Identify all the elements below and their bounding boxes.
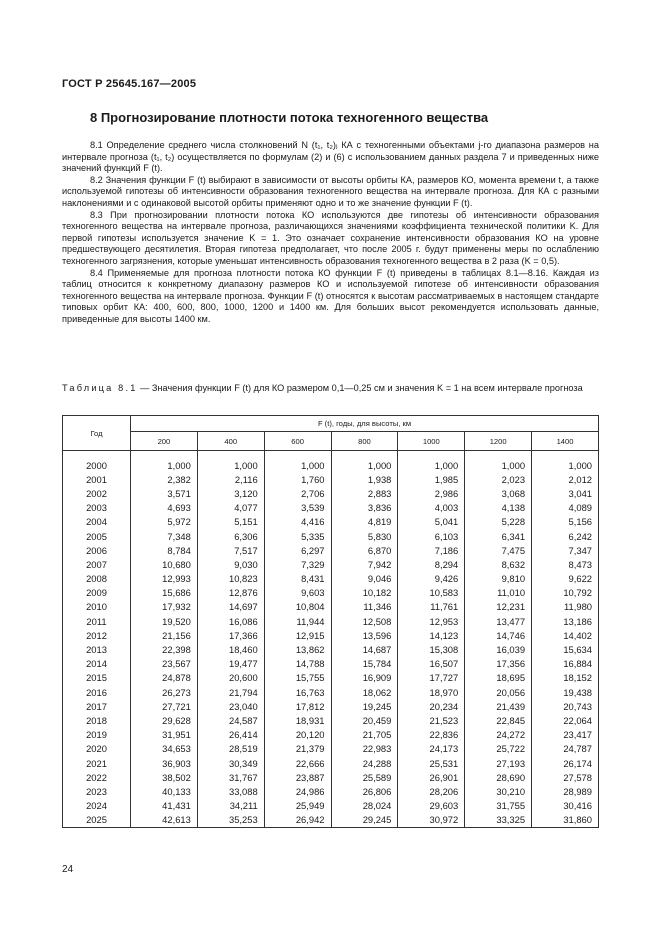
table-row — [63, 586, 599, 600]
year-cell: 2000 — [63, 458, 131, 472]
document-header: ГОСТ Р 25645.167—2005 — [62, 78, 197, 90]
year-cell: 2014 — [63, 657, 131, 671]
value-cell: 16,763 — [264, 685, 331, 699]
value-cell: 6,870 — [331, 543, 398, 557]
year-cell: 2009 — [63, 586, 131, 600]
value-cell: 7,186 — [398, 543, 465, 557]
value-cell: 1,000 — [197, 458, 264, 472]
year-cell: 2001 — [63, 472, 131, 486]
table-row — [63, 742, 599, 756]
value-cell: 31,767 — [197, 770, 264, 784]
year-cell: 2008 — [63, 572, 131, 586]
value-cell: 22,064 — [532, 713, 599, 727]
value-cell: 21,379 — [264, 742, 331, 756]
value-cell: 31,860 — [532, 813, 599, 828]
value-cell: 28,024 — [331, 799, 398, 813]
year-cell: 2012 — [63, 628, 131, 642]
year-cell: 2004 — [63, 515, 131, 529]
value-cell: 4,089 — [532, 501, 599, 515]
value-cell: 8,294 — [398, 557, 465, 571]
value-cell: 20,743 — [532, 699, 599, 713]
height-header: 200 — [131, 432, 198, 451]
value-cell: 1,938 — [331, 472, 398, 486]
value-cell: 17,812 — [264, 699, 331, 713]
value-cell: 21,794 — [197, 685, 264, 699]
table-row — [63, 685, 599, 699]
value-cell: 4,077 — [197, 501, 264, 515]
value-cell: 14,746 — [465, 628, 532, 642]
value-cell: 26,414 — [197, 728, 264, 742]
value-cell: 12,915 — [264, 628, 331, 642]
value-cell: 14,697 — [197, 600, 264, 614]
value-cell: 25,949 — [264, 799, 331, 813]
value-cell: 13,186 — [532, 614, 599, 628]
value-cell: 4,003 — [398, 501, 465, 515]
value-cell: 30,972 — [398, 813, 465, 828]
table-row — [63, 770, 599, 784]
value-cell: 34,211 — [197, 799, 264, 813]
table-row — [63, 756, 599, 770]
group-header: F (t), годы, для высоты, км — [131, 416, 599, 432]
year-cell: 2002 — [63, 486, 131, 500]
value-cell: 10,182 — [331, 586, 398, 600]
value-cell: 12,953 — [398, 614, 465, 628]
value-cell: 8,431 — [264, 572, 331, 586]
value-cell: 18,695 — [465, 671, 532, 685]
value-cell: 6,341 — [465, 529, 532, 543]
value-cell: 16,507 — [398, 657, 465, 671]
value-cell: 1,000 — [331, 458, 398, 472]
value-cell: 13,862 — [264, 642, 331, 656]
value-cell: 1,000 — [264, 458, 331, 472]
value-cell: 31,951 — [131, 728, 198, 742]
value-cell: 26,806 — [331, 784, 398, 798]
paragraph-8-4: 8.4 Применяемые для прогноза плотности потока КО функции F (t) приведены в таблицах 8.1—8.16. Каждая из таблиц относится к конкретному диапазону размеров КО и используемой гипотезе об интенсивности образования техногенного вещества на интервале прогноза. Функции F (t) относятся к высотам рассматриваемых в настоящем стандарте типовых орбит КА: 400, 600, 800, 1000, 1200 и 1400 км. Для больших высот рекомендуется использовать данные, приведенные для высоты 1400 км. — [62, 267, 599, 324]
table-label: Таблица 8.1 — [62, 383, 138, 393]
year-cell: 2013 — [63, 642, 131, 656]
value-cell: 33,325 — [465, 813, 532, 828]
value-cell: 23,417 — [532, 728, 599, 742]
value-cell: 7,942 — [331, 557, 398, 571]
value-cell: 41,431 — [131, 799, 198, 813]
value-cell: 26,942 — [264, 813, 331, 828]
value-cell: 6,297 — [264, 543, 331, 557]
table-row — [63, 458, 599, 472]
value-cell: 5,335 — [264, 529, 331, 543]
value-cell: 35,253 — [197, 813, 264, 828]
value-cell: 31,755 — [465, 799, 532, 813]
table-row — [63, 614, 599, 628]
value-cell: 10,823 — [197, 572, 264, 586]
value-cell: 28,690 — [465, 770, 532, 784]
value-cell: 7,475 — [465, 543, 532, 557]
value-cell: 15,784 — [331, 657, 398, 671]
height-header: 1000 — [398, 432, 465, 451]
value-cell: 1,985 — [398, 472, 465, 486]
value-cell: 17,727 — [398, 671, 465, 685]
header-gap — [63, 451, 599, 459]
value-cell: 11,010 — [465, 586, 532, 600]
value-cell: 14,687 — [331, 642, 398, 656]
table-row — [63, 557, 599, 571]
value-cell: 8,632 — [465, 557, 532, 571]
year-cell: 2021 — [63, 756, 131, 770]
value-cell: 2,012 — [532, 472, 599, 486]
value-cell: 13,596 — [331, 628, 398, 642]
value-cell: 21,705 — [331, 728, 398, 742]
paragraph-8-3: 8.3 При прогнозировании плотности потока КО используются две гипотезы об интенсивности образования техногенного вещества на интервале прогноза, различающихся значениями коэффициента технической политики K. Для первой гипотезы используется значение K = 1. Это означает сохранение интенсивности образования КО на уровне предшествующего десятилетия. Вторая гипотеза предполагает, что после 2005 г. будут применены меры по ослаблению техногенного загрязнения, которые уменьшат интенсивность образования техногенного вещества в 2 раза (K = 0,5). — [62, 209, 599, 266]
value-cell: 11,346 — [331, 600, 398, 614]
value-cell: 28,989 — [532, 784, 599, 798]
value-cell: 1,000 — [532, 458, 599, 472]
value-cell: 42,613 — [131, 813, 198, 828]
data-table — [62, 415, 599, 828]
table-row — [63, 543, 599, 557]
value-cell: 3,539 — [264, 501, 331, 515]
year-cell: 2005 — [63, 529, 131, 543]
value-cell: 29,245 — [331, 813, 398, 828]
value-cell: 7,348 — [131, 529, 198, 543]
value-cell: 2,116 — [197, 472, 264, 486]
year-cell: 2024 — [63, 799, 131, 813]
value-cell: 18,152 — [532, 671, 599, 685]
paragraph-8-1: 8.1 Определение среднего числа столкновений N (t₁, t₂)ⱼ КА с техногенными объектами j-го диапазона размеров на интервале прогноза (t₁, t₂) осуществляется по формулам (2) и (6) с использованием данных раздела 7 и приведенных ниже значений функций F (t). — [62, 140, 599, 174]
value-cell: 22,845 — [465, 713, 532, 727]
value-cell: 22,983 — [331, 742, 398, 756]
value-cell: 28,519 — [197, 742, 264, 756]
value-cell: 21,523 — [398, 713, 465, 727]
year-cell: 2015 — [63, 671, 131, 685]
value-cell: 30,349 — [197, 756, 264, 770]
value-cell: 26,273 — [131, 685, 198, 699]
value-cell: 7,347 — [532, 543, 599, 557]
table-row — [63, 501, 599, 515]
value-cell: 26,901 — [398, 770, 465, 784]
value-cell: 12,876 — [197, 586, 264, 600]
value-cell: 2,986 — [398, 486, 465, 500]
value-cell: 9,603 — [264, 586, 331, 600]
height-header: 400 — [197, 432, 264, 451]
table-row — [63, 671, 599, 685]
year-cell: 2022 — [63, 770, 131, 784]
table-row — [63, 529, 599, 543]
table-row — [63, 600, 599, 614]
year-cell: 2023 — [63, 784, 131, 798]
value-cell: 5,151 — [197, 515, 264, 529]
table-row — [63, 799, 599, 813]
value-cell: 1,000 — [131, 458, 198, 472]
value-cell: 24,288 — [331, 756, 398, 770]
value-cell: 24,787 — [532, 742, 599, 756]
value-cell: 30,416 — [532, 799, 599, 813]
value-cell: 16,039 — [465, 642, 532, 656]
value-cell: 29,628 — [131, 713, 198, 727]
value-cell: 11,980 — [532, 600, 599, 614]
year-cell: 2003 — [63, 501, 131, 515]
value-cell: 24,986 — [264, 784, 331, 798]
value-cell: 5,156 — [532, 515, 599, 529]
value-cell: 5,228 — [465, 515, 532, 529]
value-cell: 9,030 — [197, 557, 264, 571]
table-row — [63, 699, 599, 713]
table-row — [63, 628, 599, 642]
value-cell: 23,567 — [131, 657, 198, 671]
value-cell: 26,174 — [532, 756, 599, 770]
value-cell: 30,210 — [465, 784, 532, 798]
value-cell: 15,308 — [398, 642, 465, 656]
value-cell: 2,883 — [331, 486, 398, 500]
value-cell: 21,439 — [465, 699, 532, 713]
value-cell: 14,123 — [398, 628, 465, 642]
year-cell: 2025 — [63, 813, 131, 828]
value-cell: 10,680 — [131, 557, 198, 571]
value-cell: 8,473 — [532, 557, 599, 571]
value-cell: 19,520 — [131, 614, 198, 628]
value-cell: 5,972 — [131, 515, 198, 529]
value-cell: 14,402 — [532, 628, 599, 642]
value-cell: 20,234 — [398, 699, 465, 713]
value-cell: 4,138 — [465, 501, 532, 515]
value-cell: 34,653 — [131, 742, 198, 756]
value-cell: 11,944 — [264, 614, 331, 628]
body-text — [62, 140, 599, 326]
heights-row — [63, 432, 599, 451]
value-cell: 6,103 — [398, 529, 465, 543]
value-cell: 24,587 — [197, 713, 264, 727]
value-cell: 24,878 — [131, 671, 198, 685]
height-header: 1200 — [465, 432, 532, 451]
value-cell: 20,120 — [264, 728, 331, 742]
table-row — [63, 642, 599, 656]
height-header: 1400 — [532, 432, 599, 451]
value-cell: 4,693 — [131, 501, 198, 515]
value-cell: 5,830 — [331, 529, 398, 543]
value-cell: 15,755 — [264, 671, 331, 685]
value-cell: 3,836 — [331, 501, 398, 515]
value-cell: 21,156 — [131, 628, 198, 642]
value-cell: 5,041 — [398, 515, 465, 529]
value-cell: 3,068 — [465, 486, 532, 500]
value-cell: 10,792 — [532, 586, 599, 600]
value-cell: 17,356 — [465, 657, 532, 671]
value-cell: 3,571 — [131, 486, 198, 500]
table-row — [63, 713, 599, 727]
value-cell: 18,970 — [398, 685, 465, 699]
value-cell: 7,517 — [197, 543, 264, 557]
section-title: 8 Прогнозирование плотности потока техногенного вещества — [90, 110, 489, 125]
value-cell: 1,000 — [465, 458, 532, 472]
value-cell: 33,088 — [197, 784, 264, 798]
value-cell: 1,760 — [264, 472, 331, 486]
value-cell: 36,903 — [131, 756, 198, 770]
value-cell: 22,666 — [264, 756, 331, 770]
table-row — [63, 813, 599, 828]
value-cell: 1,000 — [398, 458, 465, 472]
value-cell: 15,634 — [532, 642, 599, 656]
value-cell: 4,416 — [264, 515, 331, 529]
value-cell: 18,062 — [331, 685, 398, 699]
value-cell: 9,810 — [465, 572, 532, 586]
value-cell: 25,589 — [331, 770, 398, 784]
value-cell: 17,932 — [131, 600, 198, 614]
value-cell: 16,086 — [197, 614, 264, 628]
value-cell: 9,426 — [398, 572, 465, 586]
value-cell: 18,931 — [264, 713, 331, 727]
table-caption — [62, 383, 599, 395]
value-cell: 20,056 — [465, 685, 532, 699]
value-cell: 8,784 — [131, 543, 198, 557]
value-cell: 13,477 — [465, 614, 532, 628]
value-cell: 12,508 — [331, 614, 398, 628]
value-cell: 23,040 — [197, 699, 264, 713]
value-cell: 12,231 — [465, 600, 532, 614]
value-cell: 38,502 — [131, 770, 198, 784]
value-cell: 15,686 — [131, 586, 198, 600]
value-cell: 18,460 — [197, 642, 264, 656]
table-row — [63, 728, 599, 742]
value-cell: 20,600 — [197, 671, 264, 685]
value-cell: 4,819 — [331, 515, 398, 529]
value-cell: 2,382 — [131, 472, 198, 486]
value-cell: 22,836 — [398, 728, 465, 742]
year-cell: 2019 — [63, 728, 131, 742]
height-header: 600 — [264, 432, 331, 451]
value-cell: 3,041 — [532, 486, 599, 500]
year-cell: 2011 — [63, 614, 131, 628]
value-cell: 11,761 — [398, 600, 465, 614]
value-cell: 19,245 — [331, 699, 398, 713]
value-cell: 14,788 — [264, 657, 331, 671]
year-cell: 2006 — [63, 543, 131, 557]
value-cell: 9,622 — [532, 572, 599, 586]
value-cell: 17,366 — [197, 628, 264, 642]
value-cell: 19,477 — [197, 657, 264, 671]
table-row — [63, 472, 599, 486]
year-cell: 2017 — [63, 699, 131, 713]
value-cell: 6,306 — [197, 529, 264, 543]
value-cell: 10,583 — [398, 586, 465, 600]
value-cell: 6,242 — [532, 529, 599, 543]
value-cell: 12,993 — [131, 572, 198, 586]
table-row — [63, 784, 599, 798]
value-cell: 40,133 — [131, 784, 198, 798]
value-cell: 10,804 — [264, 600, 331, 614]
page-number: 24 — [62, 864, 74, 875]
value-cell: 20,459 — [331, 713, 398, 727]
value-cell: 2,023 — [465, 472, 532, 486]
value-cell: 27,721 — [131, 699, 198, 713]
value-cell: 25,722 — [465, 742, 532, 756]
year-header: Год — [63, 416, 131, 451]
year-cell: 2018 — [63, 713, 131, 727]
year-cell: 2020 — [63, 742, 131, 756]
value-cell: 28,206 — [398, 784, 465, 798]
year-cell: 2007 — [63, 557, 131, 571]
table-row — [63, 657, 599, 671]
value-cell: 3,120 — [197, 486, 264, 500]
table-body — [63, 458, 599, 827]
value-cell: 16,909 — [331, 671, 398, 685]
year-cell: 2016 — [63, 685, 131, 699]
value-cell: 2,706 — [264, 486, 331, 500]
value-cell: 24,272 — [465, 728, 532, 742]
value-cell: 9,046 — [331, 572, 398, 586]
year-cell: 2010 — [63, 600, 131, 614]
value-cell: 27,193 — [465, 756, 532, 770]
table-caption-text: — Значения функции F (t) для КО размером 0,1—0,25 см и значения K = 1 на всем интервале прогноза — [140, 383, 583, 393]
value-cell: 29,603 — [398, 799, 465, 813]
value-cell: 25,531 — [398, 756, 465, 770]
value-cell: 23,887 — [264, 770, 331, 784]
value-cell: 16,884 — [532, 657, 599, 671]
table-row — [63, 572, 599, 586]
value-cell: 27,578 — [532, 770, 599, 784]
table-row — [63, 515, 599, 529]
value-cell: 24,173 — [398, 742, 465, 756]
table-row — [63, 486, 599, 500]
value-cell: 19,438 — [532, 685, 599, 699]
value-cell: 7,329 — [264, 557, 331, 571]
value-cell: 22,398 — [131, 642, 198, 656]
height-header: 800 — [331, 432, 398, 451]
paragraph-8-2: 8.2 Значения функции F (t) выбирают в зависимости от высоты орбиты КА, размеров КО, момента времени t, а также используемой гипотезы об интенсивности образования техногенного вещества на интервале прогноза. Для КА с разными наклонениями и с одинаковой высотой орбиты применяют одно и то же значение функции F (t). — [62, 174, 599, 208]
